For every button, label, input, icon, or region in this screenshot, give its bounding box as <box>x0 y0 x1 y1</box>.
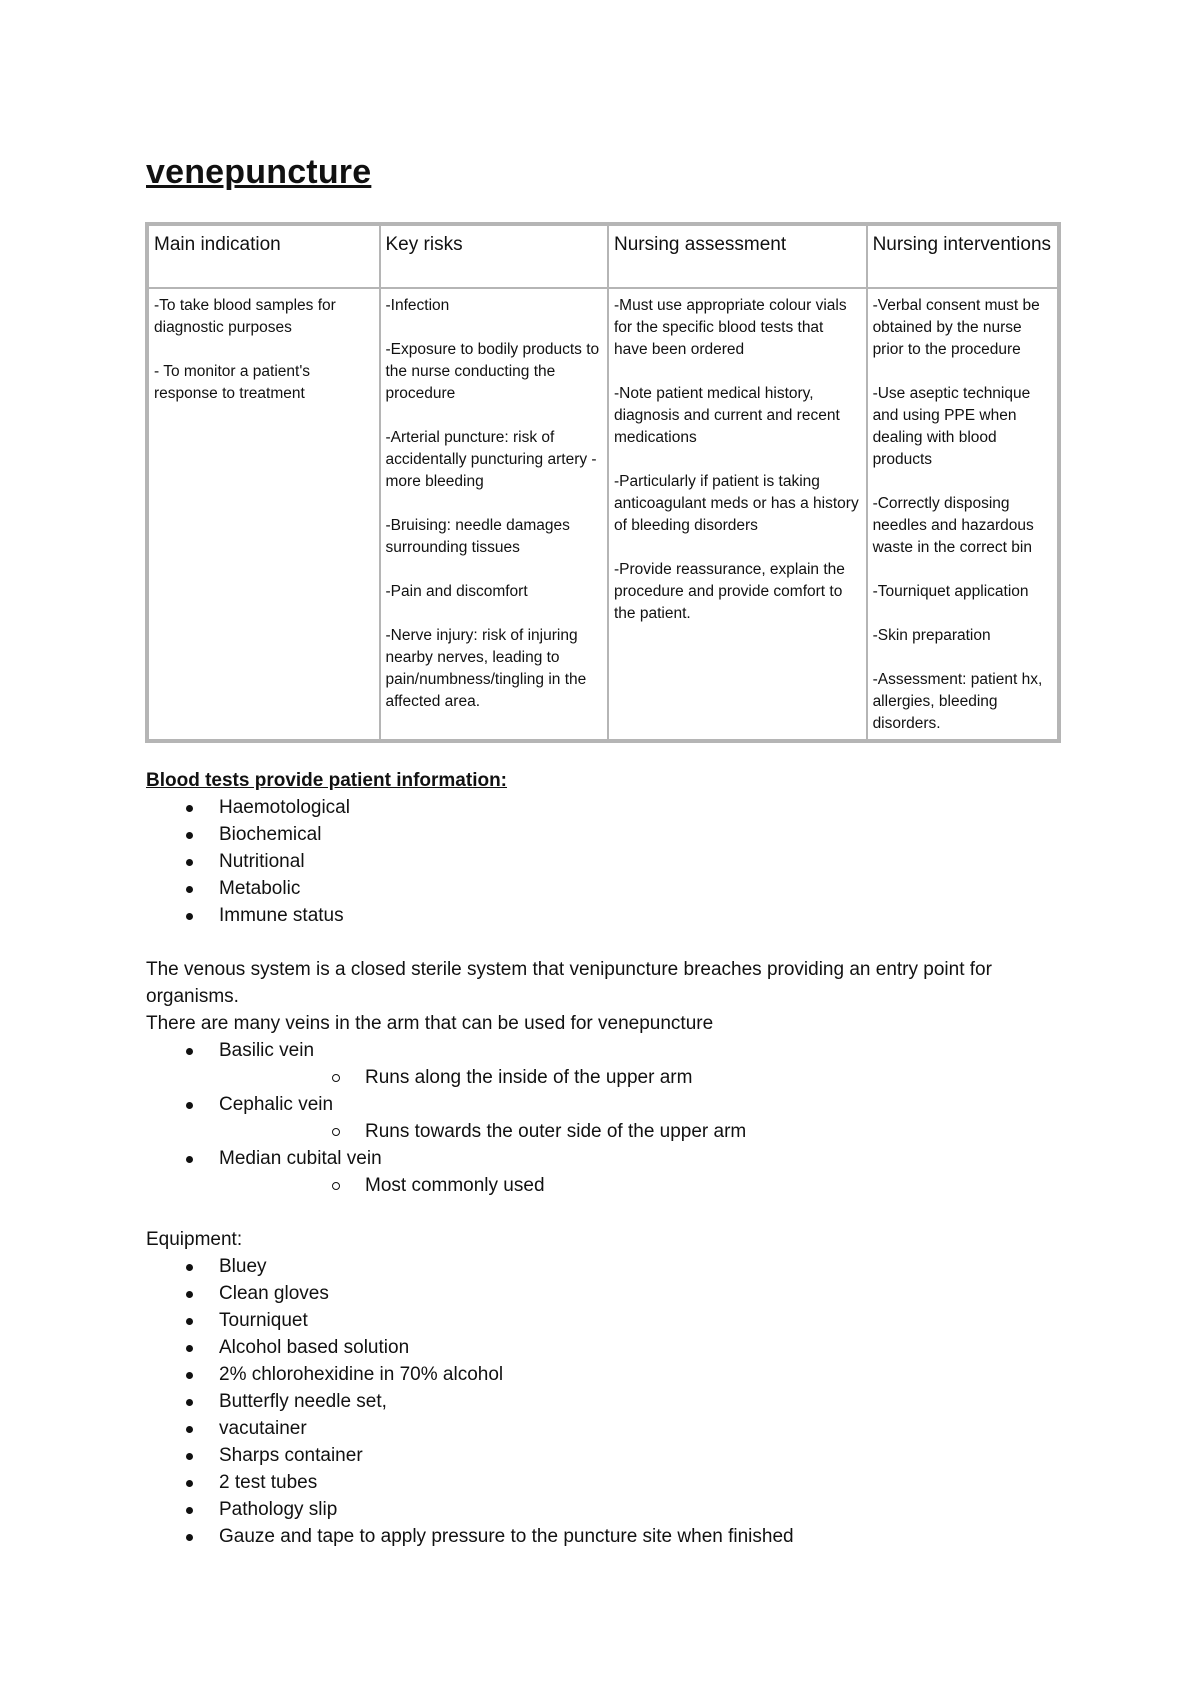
list-item: Gauze and tape to apply pressure to the puncture site when finished <box>146 1523 1060 1550</box>
equipment-list <box>146 1253 1060 1550</box>
header-key-risks: Key risks <box>380 225 609 288</box>
cell-item: - To monitor a patient's response to treatment <box>154 363 311 402</box>
list-item: Bluey <box>146 1253 1060 1280</box>
cell-nursing-interventions <box>867 288 1058 740</box>
list-item: Tourniquet <box>146 1307 1060 1334</box>
page-title: venepuncture <box>146 153 372 191</box>
vein-sublist <box>219 1172 1060 1199</box>
list-item: Pathology slip <box>146 1496 1060 1523</box>
list-item: 2 test tubes <box>146 1469 1060 1496</box>
blood-tests-heading: Blood tests provide patient information: <box>146 770 508 791</box>
cell-item: -Particularly if patient is taking anticoagulant meds or has a history of bleeding disorders <box>614 473 859 534</box>
list-item <box>146 1091 1060 1145</box>
venous-system-paragraph: The venous system is a closed sterile system that venipuncture breaches providing an entry point for organisms. <box>146 959 992 1007</box>
cell-item: -Exposure to bodily products to the nurse conducting the procedure <box>385 341 600 402</box>
list-item: Nutritional <box>146 848 1060 875</box>
list-item: vacutainer <box>146 1415 1060 1442</box>
spacer <box>146 1199 1060 1226</box>
table-header-row <box>148 225 1058 288</box>
veins-list <box>146 1037 1060 1199</box>
cell-item: -Note patient medical history, diagnosis and current and recent medications <box>614 385 840 446</box>
header-main-indication: Main indication <box>148 225 380 288</box>
sub-list-item: Runs along the inside of the upper arm <box>219 1064 1060 1091</box>
cell-item: -Must use appropriate colour vials for the specific blood tests that have been ordered <box>614 297 847 358</box>
header-nursing-assessment: Nursing assessment <box>608 225 867 288</box>
cell-item: -To take blood samples for diagnostic purposes <box>154 297 336 336</box>
cell-item: -Bruising: needle damages surrounding tissues <box>385 517 570 556</box>
list-item: Clean gloves <box>146 1280 1060 1307</box>
list-item: Haemotological <box>146 794 1060 821</box>
list-item <box>146 1037 1060 1091</box>
list-item: Immune status <box>146 902 1060 929</box>
cell-item: -Pain and discomfort <box>385 583 528 600</box>
cell-item: -Nerve injury: risk of injuring nearby nerves, leading to pain/numbness/tingling in the affected area. <box>385 627 587 710</box>
cell-item: -Assessment: patient hx, allergies, bleeding disorders. <box>872 671 1043 732</box>
cell-nursing-assessment <box>608 288 867 740</box>
cell-item: -Skin preparation <box>872 627 991 644</box>
vein-name: Basilic vein <box>219 1040 315 1061</box>
list-item: Biochemical <box>146 821 1060 848</box>
cell-item: -Infection <box>385 297 450 314</box>
list-item: Alcohol based solution <box>146 1334 1060 1361</box>
cell-item: -Tourniquet application <box>872 583 1029 600</box>
sub-list-item: Runs towards the outer side of the upper arm <box>219 1118 1060 1145</box>
cell-item: -Use aseptic technique and using PPE when dealing with blood products <box>872 385 1031 468</box>
cell-key-risks <box>380 288 609 740</box>
cell-item: -Arterial puncture: risk of accidentally puncturing artery - more bleeding <box>385 429 597 490</box>
list-item: 2% chlorohexidine in 70% alcohol <box>146 1361 1060 1388</box>
list-item: Sharps container <box>146 1442 1060 1469</box>
document-page <box>146 150 1060 1550</box>
vein-sublist <box>219 1064 1060 1091</box>
list-item: Metabolic <box>146 875 1060 902</box>
equipment-heading: Equipment: <box>146 1229 243 1250</box>
blood-tests-list <box>146 794 1060 929</box>
vein-name: Cephalic vein <box>219 1094 334 1115</box>
cell-item: -Correctly disposing needles and hazardous waste in the correct bin <box>872 495 1034 556</box>
cell-main-indication <box>148 288 380 740</box>
list-item <box>146 1145 1060 1199</box>
cell-item: -Verbal consent must be obtained by the nurse prior to the procedure <box>872 297 1040 358</box>
cell-item: -Provide reassurance, explain the procedure and provide comfort to the patient. <box>614 561 845 622</box>
vein-name: Median cubital vein <box>219 1148 382 1169</box>
header-nursing-interventions: Nursing interventions <box>867 225 1058 288</box>
vein-sublist <box>219 1118 1060 1145</box>
spacer <box>146 929 1060 956</box>
veins-intro: There are many veins in the arm that can be used for venepuncture <box>146 1013 714 1034</box>
document-body <box>146 767 1060 1550</box>
table-row <box>148 288 1058 740</box>
list-item: Butterfly needle set, <box>146 1388 1060 1415</box>
venepuncture-table <box>145 222 1061 743</box>
sub-list-item: Most commonly used <box>219 1172 1060 1199</box>
